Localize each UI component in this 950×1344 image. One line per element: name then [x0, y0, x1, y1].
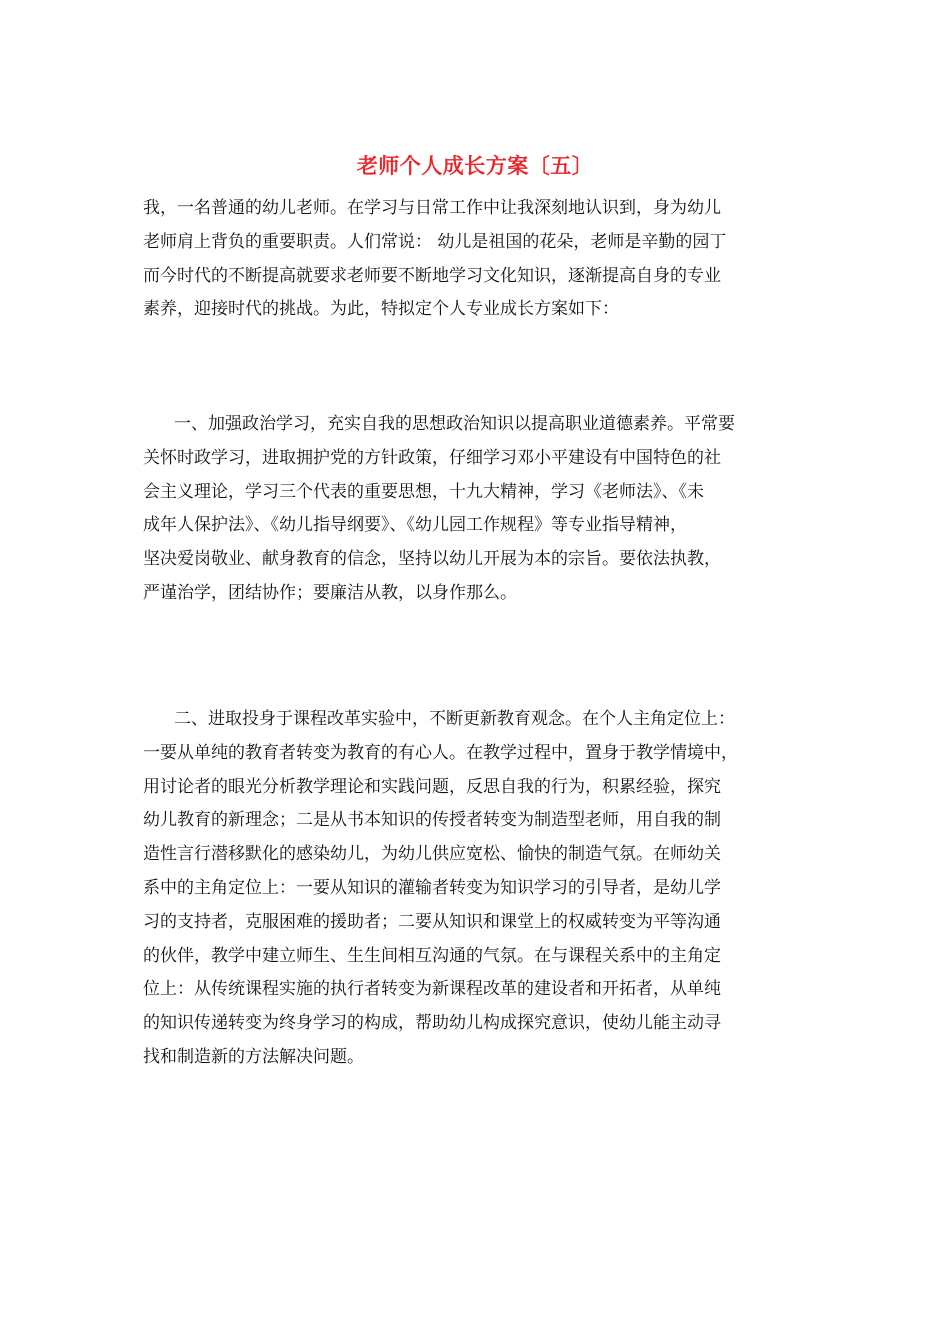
text-line: 老师肩上背负的重要职责。人们常说： 幼儿是祖国的花朵，老师是辛勤的园丁: [143, 231, 727, 252]
text-line: 我，一名普通的幼儿老师。在学习与日常工作中让我深刻地认识到，身为幼儿: [143, 198, 721, 218]
paragraph-section-2: [143, 703, 811, 1075]
text-line: 一要从单纯的教育者转变为教育的有心人。在教学过程中，置身于教学情境中，: [143, 742, 738, 763]
text-line: 用讨论者的眼光分析教学理论和实践问题，反思自我的行为，积累经验，探究: [143, 776, 721, 797]
text-line: 造性言行潜移默化的感染幼儿，为幼儿供应宽松、愉快的制造气氛。在师幼关: [143, 844, 721, 865]
text-line: 一、加强政治学习，充实自我的思想政治知识以提高职业道德素养。平常要: [174, 414, 735, 434]
document-title: 老师个人成长方案〔五〕: [356, 153, 594, 178]
text-line: 的伙伴，教学中建立师生、生生间相互沟通的气氛。在与课程关系中的主角定: [143, 945, 721, 966]
text-line: 而今时代的不断提高就要求老师要不断地学习文化知识，逐渐提高自身的专业: [143, 265, 721, 286]
text-line: 二、进取投身于课程改革实验中，不断更新教育观念。在个人主角定位上：: [174, 709, 735, 729]
text-line: 的知识传递转变为终身学习的构成，帮助幼儿构成探究意识，使幼儿能主动寻: [143, 1013, 721, 1034]
text-line: 系中的主角定位上：一要从知识的灌输者转变为知识学习的引导者，是幼儿学: [143, 877, 721, 898]
text-line: 素养，迎接时代的挑战。为此，特拟定个人专业成长方案如下：: [143, 299, 619, 320]
text-line: 找和制造新的方法解决问题。: [143, 1046, 364, 1067]
text-line: 幼儿教育的新理念；二是从书本知识的传授者转变为制造型老师，用自我的制: [143, 810, 721, 831]
text-line: 成年人保护法》、《幼儿指导纲要》、《幼儿园工作规程》等专业指导精神，: [143, 515, 687, 536]
paragraph-section-1: [143, 408, 811, 611]
text-line: 坚决爱岗敬业、献身教育的信念，坚持以幼儿开展为本的宗旨。要依法执教，: [143, 549, 721, 570]
text-line: 习的支持者，克服困难的援助者；二要从知识和课堂上的权威转变为平等沟通: [143, 911, 721, 932]
text-line: 关怀时政学习，进取拥护党的方针政策，仔细学习邓小平建设有中国特色的社: [143, 447, 721, 468]
paragraph-intro: [143, 192, 811, 327]
text-line: 位上：从传统课程实施的执行者转变为新课程改革的建设者和开拓者，从单纯: [143, 979, 721, 1000]
text-line: 严谨治学，团结协作；要廉洁从教，以身作那么。: [143, 582, 517, 603]
text-line: 会主义理论，学习三个代表的重要思想，十九大精神，学习《老师法》、《未: [143, 481, 704, 502]
